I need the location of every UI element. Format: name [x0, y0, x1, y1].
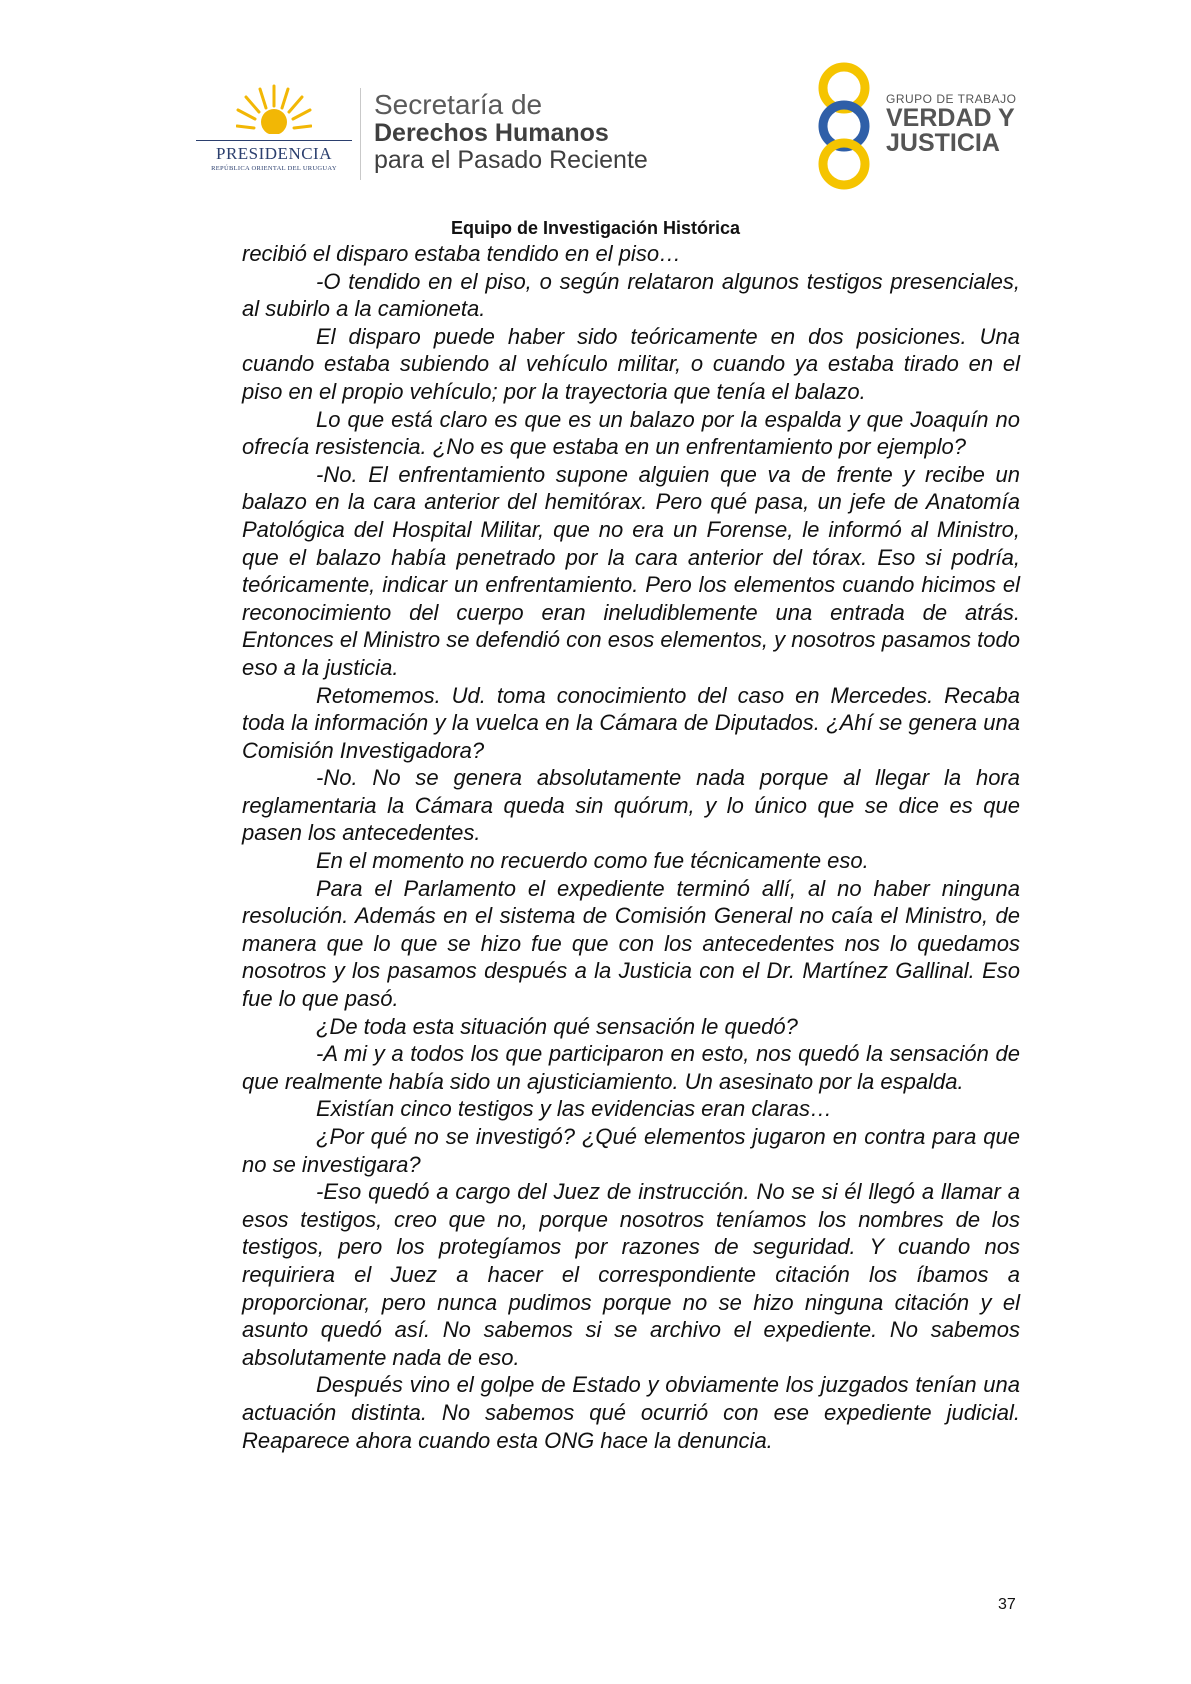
grupo-line-2: VERDAD Y [886, 104, 1015, 132]
presidencia-subtitle: REPÚBLICA ORIENTAL DEL URUGUAY [211, 165, 337, 172]
section-title: Equipo de Investigación Histórica [450, 218, 741, 238]
sun-icon [236, 84, 312, 142]
grupo-line-1: GRUPO DE TRABAJO [886, 92, 1017, 106]
page-header [0, 0, 1191, 220]
paragraph: -No. El enfrentamiento supone alguien que va de frente y recibe un balazo en la cara anterior del hemitórax. Pero qué pasa, un jefe de Anatomía Patológica del Hospital Militar, que no era un Forense, le informó al Ministro, que el balazo había penetrado por la cara anterior del tórax. Eso si podría, teóricamente, indicar un enfrentamiento. Pero los elementos cuando hicimos el reconocimiento del cuerpo eran ineludiblemente una entrada de atrás. Entonces el Ministro se defendió con esos elementos, y nosotros pasamos todo eso a la justicia. [242, 461, 1020, 680]
grupo-line-3: JUSTICIA [886, 129, 1000, 157]
presidencia-divider [196, 140, 352, 141]
paragraph: -Eso quedó a cargo del Juez de instrucción. No se si él llegó a llamar a esos testigos, creo que no, porque nosotros teníamos los nombres de los testigos, pero los protegíamos por razones de seguridad. Y cuando nos requiriera el Juez a hacer el correspondiente citación los íbamos a proporcionar, pero nunca pudimos porque no se hizo ninguna citación y el asunto quedó así. No sabemos si se archivo el expediente. No sabemos absolutamente nada de eso. [242, 1179, 1020, 1370]
rings-icon [808, 62, 882, 190]
grupo-trabajo-logo [808, 62, 1028, 190]
header-divider [360, 88, 361, 180]
paragraph: ¿De toda esta situación qué sensación le quedó? [316, 1013, 798, 1039]
secretaria-line-3: para el Pasado Reciente [374, 146, 648, 175]
paragraph: Después vino el golpe de Estado y obviamente los juzgados tenían una actuación distinta. No sabemos qué ocurrió con ese expediente judicial. Reaparece ahora cuando esta ONG hace la denuncia. [242, 1372, 1020, 1453]
paragraph: -O tendido en el piso, o según relataron algunos testigos presenciales, al subirlo a la camioneta. [242, 268, 1020, 322]
secretaria-line-1: Secretaría de [374, 89, 543, 120]
document-body [242, 240, 1020, 1454]
paragraph: ¿Por qué no se investigó? ¿Qué elementos jugaron en contra para que no se investigara? [242, 1124, 1020, 1177]
presidencia-name: PRESIDENCIA [215, 144, 332, 163]
page-number: 37 [998, 1596, 1016, 1613]
paragraph: -No. No se genera absolutamente nada porque al llegar la hora reglamentaria la Cámara queda sin quórum, y lo único que se dice es que pasen los antecedentes. [242, 765, 1020, 846]
presidencia-logo [196, 84, 352, 184]
paragraph: Existían cinco testigos y las evidencias eran claras… [316, 1096, 833, 1122]
paragraph: -A mi y a todos los que participaron en esto, nos quedó la sensación de que realmente había sido un ajusticiamiento. Un asesinato por la espalda. [242, 1041, 1020, 1094]
paragraph: En el momento no recuerdo como fue técnicamente eso. [316, 848, 869, 874]
secretaria-logo-text [374, 90, 648, 174]
paragraph: recibió el disparo estaba tendido en el piso… [242, 241, 682, 266]
paragraph: El disparo puede haber sido teóricamente en dos posiciones. Una cuando estaba subiendo al vehículo militar, o cuando ya estaba tirado en el piso en el propio vehículo; por la trayectoria que tenía el balazo. [242, 323, 1020, 404]
paragraph: Para el Parlamento el expediente terminó allí, al no haber ninguna resolución. Además en el sistema de Comisión General no caía el Ministro, de manera que lo que se hizo fue que con los antecedentes nos lo quedamos nosotros y los pasamos después a la Justicia con el Dr. Martínez Gallinal. Eso fue lo que pasó. [242, 875, 1020, 1012]
paragraph: Retomemos. Ud. toma conocimiento del caso en Mercedes. Recaba toda la información y la vuelca en la Cámara de Diputados. ¿Ahí se genera una Comisión Investigadora? [242, 682, 1020, 763]
secretaria-line-2: Derechos Humanos [374, 119, 609, 148]
paragraph: Lo que está claro es que es un balazo por la espalda y que Joaquín no ofrecía resistencia. ¿No es que estaba en un enfrentamiento por ejemplo? [242, 406, 1020, 460]
